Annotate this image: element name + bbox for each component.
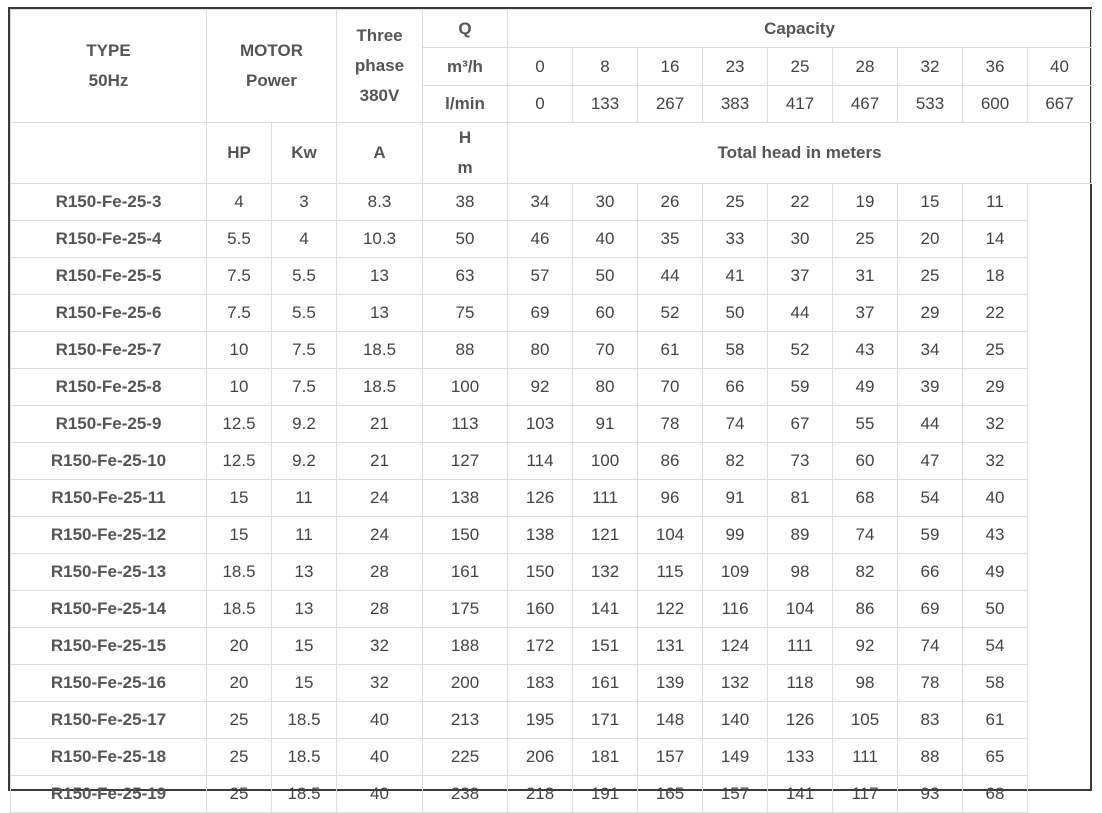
hp-header: HP <box>207 123 272 184</box>
head-value-cell: 218 <box>508 776 573 813</box>
head-value-cell: 132 <box>703 665 768 702</box>
hp-cell: 15 <box>207 480 272 517</box>
head-value-cell: 88 <box>423 332 508 369</box>
head-value-cell: 165 <box>638 776 703 813</box>
head-value-cell: 126 <box>768 702 833 739</box>
head-value-cell: 238 <box>423 776 508 813</box>
head-value-cell: 139 <box>638 665 703 702</box>
head-unit-cell <box>423 123 508 184</box>
head-value-cell: 69 <box>898 591 963 628</box>
head-value-cell: 25 <box>833 221 898 258</box>
head-value-cell: 104 <box>638 517 703 554</box>
table-row <box>11 739 1092 776</box>
head-value-cell: 44 <box>768 295 833 332</box>
head-value-cell: 43 <box>963 517 1028 554</box>
pump-type-cell: R150-Fe-25-12 <box>11 517 207 554</box>
pump-type-cell: R150-Fe-25-19 <box>11 776 207 813</box>
head-value-cell: 195 <box>508 702 573 739</box>
head-value-cell: 78 <box>898 665 963 702</box>
head-value-cell: 60 <box>573 295 638 332</box>
head-value-cell: 80 <box>573 369 638 406</box>
head-value-cell: 26 <box>638 184 703 221</box>
head-value-cell: 92 <box>833 628 898 665</box>
ampere-cell: 21 <box>337 406 423 443</box>
head-value-cell: 70 <box>573 332 638 369</box>
table-row <box>11 517 1092 554</box>
head-value-cell: 141 <box>768 776 833 813</box>
head-value-cell: 61 <box>638 332 703 369</box>
head-value-cell: 80 <box>508 332 573 369</box>
head-value-cell: 31 <box>833 258 898 295</box>
hp-cell: 7.5 <box>207 258 272 295</box>
head-value-cell: 65 <box>963 739 1028 776</box>
head-value-cell: 82 <box>833 554 898 591</box>
pump-type-cell: R150-Fe-25-10 <box>11 443 207 480</box>
kw-cell: 11 <box>272 517 337 554</box>
ampere-cell: 32 <box>337 665 423 702</box>
pump-type-cell: R150-Fe-25-5 <box>11 258 207 295</box>
head-value-cell: 46 <box>508 221 573 258</box>
head-value-cell: 225 <box>423 739 508 776</box>
ampere-cell: 28 <box>337 591 423 628</box>
head-value-cell: 15 <box>898 184 963 221</box>
head-value-cell: 172 <box>508 628 573 665</box>
ampere-cell: 32 <box>337 628 423 665</box>
capacity-header: Capacity <box>508 10 1092 48</box>
capacity-m3h-value: 23 <box>703 48 768 86</box>
table-row <box>11 591 1092 628</box>
pump-type-cell: R150-Fe-25-16 <box>11 665 207 702</box>
head-value-cell: 30 <box>573 184 638 221</box>
head-value-cell: 213 <box>423 702 508 739</box>
head-value-cell: 113 <box>423 406 508 443</box>
head-value-cell: 43 <box>833 332 898 369</box>
table-row <box>11 369 1092 406</box>
head-value-cell: 149 <box>703 739 768 776</box>
head-value-cell: 74 <box>898 628 963 665</box>
pump-type-cell: R150-Fe-25-17 <box>11 702 207 739</box>
hp-cell: 4 <box>207 184 272 221</box>
head-value-cell: 34 <box>508 184 573 221</box>
hp-cell: 5.5 <box>207 221 272 258</box>
ampere-cell: 40 <box>337 702 423 739</box>
head-value-cell: 161 <box>573 665 638 702</box>
subheader-row <box>11 123 1092 184</box>
head-value-cell: 132 <box>573 554 638 591</box>
capacity-lmin-value: 600 <box>963 86 1028 123</box>
ampere-cell: 24 <box>337 517 423 554</box>
pump-type-cell: R150-Fe-25-9 <box>11 406 207 443</box>
head-value-cell: 25 <box>703 184 768 221</box>
head-value-cell: 19 <box>833 184 898 221</box>
head-value-cell: 91 <box>573 406 638 443</box>
capacity-m3h-value: 16 <box>638 48 703 86</box>
table-row <box>11 628 1092 665</box>
table-row <box>11 295 1092 332</box>
head-value-cell: 50 <box>963 591 1028 628</box>
hp-cell: 18.5 <box>207 554 272 591</box>
capacity-lmin-value: 417 <box>768 86 833 123</box>
ampere-cell: 18.5 <box>337 369 423 406</box>
hp-cell: 10 <box>207 369 272 406</box>
kw-cell: 15 <box>272 628 337 665</box>
head-value-cell: 206 <box>508 739 573 776</box>
head-value-cell: 122 <box>638 591 703 628</box>
table-row <box>11 406 1092 443</box>
three-phase-header <box>337 10 423 123</box>
head-value-cell: 111 <box>833 739 898 776</box>
head-value-cell: 32 <box>963 406 1028 443</box>
kw-cell: 7.5 <box>272 332 337 369</box>
head-value-cell: 68 <box>833 480 898 517</box>
head-value-cell: 141 <box>573 591 638 628</box>
kw-cell: 13 <box>272 554 337 591</box>
kw-cell: 18.5 <box>272 739 337 776</box>
capacity-lmin-value: 267 <box>638 86 703 123</box>
head-value-cell: 150 <box>423 517 508 554</box>
head-value-cell: 83 <box>898 702 963 739</box>
table-row <box>11 665 1092 702</box>
hp-cell: 15 <box>207 517 272 554</box>
pump-spec-table <box>10 9 1092 813</box>
head-value-cell: 57 <box>508 258 573 295</box>
head-value-cell: 171 <box>573 702 638 739</box>
head-value-cell: 18 <box>963 258 1028 295</box>
head-value-cell: 100 <box>423 369 508 406</box>
table-header <box>11 10 1092 184</box>
head-value-cell: 138 <box>423 480 508 517</box>
head-value-cell: 38 <box>423 184 508 221</box>
head-value-cell: 33 <box>703 221 768 258</box>
capacity-lmin-value: 533 <box>898 86 963 123</box>
m-label: m <box>457 158 473 177</box>
q-header: Q <box>423 10 508 48</box>
kw-cell: 5.5 <box>272 295 337 332</box>
table-row <box>11 184 1092 221</box>
type-label: TYPE <box>86 41 131 60</box>
head-value-cell: 11 <box>963 184 1028 221</box>
head-value-cell: 91 <box>703 480 768 517</box>
total-head-header: Total head in meters <box>508 123 1092 184</box>
head-value-cell: 20 <box>898 221 963 258</box>
hp-cell: 12.5 <box>207 406 272 443</box>
capacity-lmin-value: 0 <box>508 86 573 123</box>
head-value-cell: 175 <box>423 591 508 628</box>
capacity-m3h-value: 8 <box>573 48 638 86</box>
kw-cell: 7.5 <box>272 369 337 406</box>
kw-cell: 9.2 <box>272 443 337 480</box>
capacity-lmin-value: 133 <box>573 86 638 123</box>
capacity-m3h-value: 32 <box>898 48 963 86</box>
capacity-m3h-value: 28 <box>833 48 898 86</box>
head-value-cell: 35 <box>638 221 703 258</box>
ampere-cell: 10.3 <box>337 221 423 258</box>
kw-cell: 11 <box>272 480 337 517</box>
head-value-cell: 58 <box>703 332 768 369</box>
head-value-cell: 37 <box>833 295 898 332</box>
phase-label: phase <box>354 56 405 75</box>
kw-cell: 3 <box>272 184 337 221</box>
lmin-unit-label: l/min <box>423 86 508 123</box>
head-value-cell: 181 <box>573 739 638 776</box>
head-value-cell: 157 <box>703 776 768 813</box>
kw-cell: 9.2 <box>272 406 337 443</box>
kw-header: Kw <box>272 123 337 184</box>
head-value-cell: 37 <box>768 258 833 295</box>
head-value-cell: 133 <box>768 739 833 776</box>
table-row <box>11 702 1092 739</box>
capacity-m3h-value: 36 <box>963 48 1028 86</box>
capacity-m3h-value: 40 <box>1028 48 1092 86</box>
head-value-cell: 29 <box>898 295 963 332</box>
head-value-cell: 126 <box>508 480 573 517</box>
head-value-cell: 157 <box>638 739 703 776</box>
head-value-cell: 98 <box>768 554 833 591</box>
head-value-cell: 49 <box>833 369 898 406</box>
hp-cell: 25 <box>207 776 272 813</box>
head-value-cell: 200 <box>423 665 508 702</box>
hp-cell: 25 <box>207 702 272 739</box>
head-value-cell: 74 <box>833 517 898 554</box>
type-spacer <box>11 123 207 184</box>
head-value-cell: 116 <box>703 591 768 628</box>
head-value-cell: 59 <box>898 517 963 554</box>
head-value-cell: 50 <box>573 258 638 295</box>
head-value-cell: 191 <box>573 776 638 813</box>
head-value-cell: 66 <box>898 554 963 591</box>
head-value-cell: 54 <box>898 480 963 517</box>
head-value-cell: 75 <box>423 295 508 332</box>
capacity-lmin-value: 467 <box>833 86 898 123</box>
head-value-cell: 52 <box>638 295 703 332</box>
head-value-cell: 69 <box>508 295 573 332</box>
head-value-cell: 67 <box>768 406 833 443</box>
head-value-cell: 44 <box>638 258 703 295</box>
head-value-cell: 118 <box>768 665 833 702</box>
head-value-cell: 47 <box>898 443 963 480</box>
ampere-cell: 21 <box>337 443 423 480</box>
pump-type-cell: R150-Fe-25-11 <box>11 480 207 517</box>
table-row <box>11 258 1092 295</box>
head-value-cell: 161 <box>423 554 508 591</box>
head-value-cell: 150 <box>508 554 573 591</box>
ampere-cell: 24 <box>337 480 423 517</box>
frequency-label: 50Hz <box>88 71 129 90</box>
head-value-cell: 111 <box>573 480 638 517</box>
head-value-cell: 50 <box>703 295 768 332</box>
head-value-cell: 55 <box>833 406 898 443</box>
head-value-cell: 89 <box>768 517 833 554</box>
hp-cell: 20 <box>207 665 272 702</box>
head-value-cell: 96 <box>638 480 703 517</box>
head-value-cell: 109 <box>703 554 768 591</box>
head-value-cell: 121 <box>573 517 638 554</box>
pump-type-cell: R150-Fe-25-7 <box>11 332 207 369</box>
pump-spec-table-frame <box>8 7 1092 803</box>
head-value-cell: 160 <box>508 591 573 628</box>
pump-type-cell: R150-Fe-25-18 <box>11 739 207 776</box>
head-value-cell: 127 <box>423 443 508 480</box>
head-value-cell: 41 <box>703 258 768 295</box>
three-label: Three <box>356 26 403 45</box>
head-value-cell: 98 <box>833 665 898 702</box>
head-value-cell: 66 <box>703 369 768 406</box>
head-value-cell: 39 <box>898 369 963 406</box>
table-row <box>11 443 1092 480</box>
pump-type-cell: R150-Fe-25-4 <box>11 221 207 258</box>
head-value-cell: 86 <box>638 443 703 480</box>
head-value-cell: 78 <box>638 406 703 443</box>
motor-label: MOTOR <box>240 41 303 60</box>
head-value-cell: 93 <box>898 776 963 813</box>
head-value-cell: 99 <box>703 517 768 554</box>
m3h-unit-label: m³/h <box>423 48 508 86</box>
pump-type-cell: R150-Fe-25-6 <box>11 295 207 332</box>
hp-cell: 7.5 <box>207 295 272 332</box>
head-value-cell: 86 <box>833 591 898 628</box>
kw-cell: 15 <box>272 665 337 702</box>
head-value-cell: 81 <box>768 480 833 517</box>
head-value-cell: 88 <box>898 739 963 776</box>
table-row <box>11 221 1092 258</box>
head-value-cell: 114 <box>508 443 573 480</box>
hp-cell: 20 <box>207 628 272 665</box>
head-value-cell: 105 <box>833 702 898 739</box>
head-value-cell: 74 <box>703 406 768 443</box>
head-value-cell: 30 <box>768 221 833 258</box>
kw-cell: 5.5 <box>272 258 337 295</box>
head-value-cell: 34 <box>898 332 963 369</box>
pump-type-cell: R150-Fe-25-8 <box>11 369 207 406</box>
hp-cell: 12.5 <box>207 443 272 480</box>
head-value-cell: 58 <box>963 665 1028 702</box>
head-value-cell: 148 <box>638 702 703 739</box>
head-value-cell: 61 <box>963 702 1028 739</box>
power-label: Power <box>245 71 298 90</box>
head-value-cell: 82 <box>703 443 768 480</box>
head-value-cell: 40 <box>963 480 1028 517</box>
voltage-label: 380V <box>359 86 400 105</box>
head-value-cell: 100 <box>573 443 638 480</box>
head-value-cell: 22 <box>768 184 833 221</box>
ampere-cell: 40 <box>337 739 423 776</box>
head-value-cell: 103 <box>508 406 573 443</box>
table-row <box>11 480 1092 517</box>
ampere-cell: 18.5 <box>337 332 423 369</box>
hp-cell: 25 <box>207 739 272 776</box>
head-value-cell: 52 <box>768 332 833 369</box>
ampere-header: A <box>337 123 423 184</box>
head-value-cell: 49 <box>963 554 1028 591</box>
table-row <box>11 776 1092 813</box>
motor-power-header <box>207 10 337 123</box>
h-label: H <box>458 128 472 147</box>
head-value-cell: 68 <box>963 776 1028 813</box>
head-value-cell: 25 <box>898 258 963 295</box>
ampere-cell: 28 <box>337 554 423 591</box>
head-value-cell: 188 <box>423 628 508 665</box>
head-value-cell: 131 <box>638 628 703 665</box>
head-value-cell: 14 <box>963 221 1028 258</box>
head-value-cell: 59 <box>768 369 833 406</box>
head-value-cell: 138 <box>508 517 573 554</box>
head-value-cell: 70 <box>638 369 703 406</box>
capacity-lmin-value: 667 <box>1028 86 1092 123</box>
type-header <box>11 10 207 123</box>
head-value-cell: 140 <box>703 702 768 739</box>
head-value-cell: 25 <box>963 332 1028 369</box>
table-row <box>11 554 1092 591</box>
capacity-m3h-value: 25 <box>768 48 833 86</box>
pump-type-cell: R150-Fe-25-3 <box>11 184 207 221</box>
hp-cell: 10 <box>207 332 272 369</box>
head-value-cell: 183 <box>508 665 573 702</box>
head-value-cell: 92 <box>508 369 573 406</box>
head-value-cell: 40 <box>573 221 638 258</box>
head-value-cell: 111 <box>768 628 833 665</box>
head-value-cell: 115 <box>638 554 703 591</box>
pump-type-cell: R150-Fe-25-13 <box>11 554 207 591</box>
head-value-cell: 73 <box>768 443 833 480</box>
head-value-cell: 117 <box>833 776 898 813</box>
ampere-cell: 13 <box>337 295 423 332</box>
head-value-cell: 29 <box>963 369 1028 406</box>
header-row-1 <box>11 10 1092 48</box>
kw-cell: 18.5 <box>272 776 337 813</box>
capacity-m3h-value: 0 <box>508 48 573 86</box>
ampere-cell: 40 <box>337 776 423 813</box>
head-value-cell: 54 <box>963 628 1028 665</box>
kw-cell: 4 <box>272 221 337 258</box>
ampere-cell: 8.3 <box>337 184 423 221</box>
head-value-cell: 63 <box>423 258 508 295</box>
kw-cell: 13 <box>272 591 337 628</box>
head-value-cell: 44 <box>898 406 963 443</box>
pump-type-cell: R150-Fe-25-15 <box>11 628 207 665</box>
pump-type-cell: R150-Fe-25-14 <box>11 591 207 628</box>
head-value-cell: 22 <box>963 295 1028 332</box>
head-value-cell: 60 <box>833 443 898 480</box>
head-value-cell: 50 <box>423 221 508 258</box>
hp-cell: 18.5 <box>207 591 272 628</box>
kw-cell: 18.5 <box>272 702 337 739</box>
ampere-cell: 13 <box>337 258 423 295</box>
table-body <box>11 184 1092 813</box>
head-value-cell: 124 <box>703 628 768 665</box>
table-row <box>11 332 1092 369</box>
head-value-cell: 104 <box>768 591 833 628</box>
head-value-cell: 151 <box>573 628 638 665</box>
head-value-cell: 32 <box>963 443 1028 480</box>
capacity-lmin-value: 383 <box>703 86 768 123</box>
